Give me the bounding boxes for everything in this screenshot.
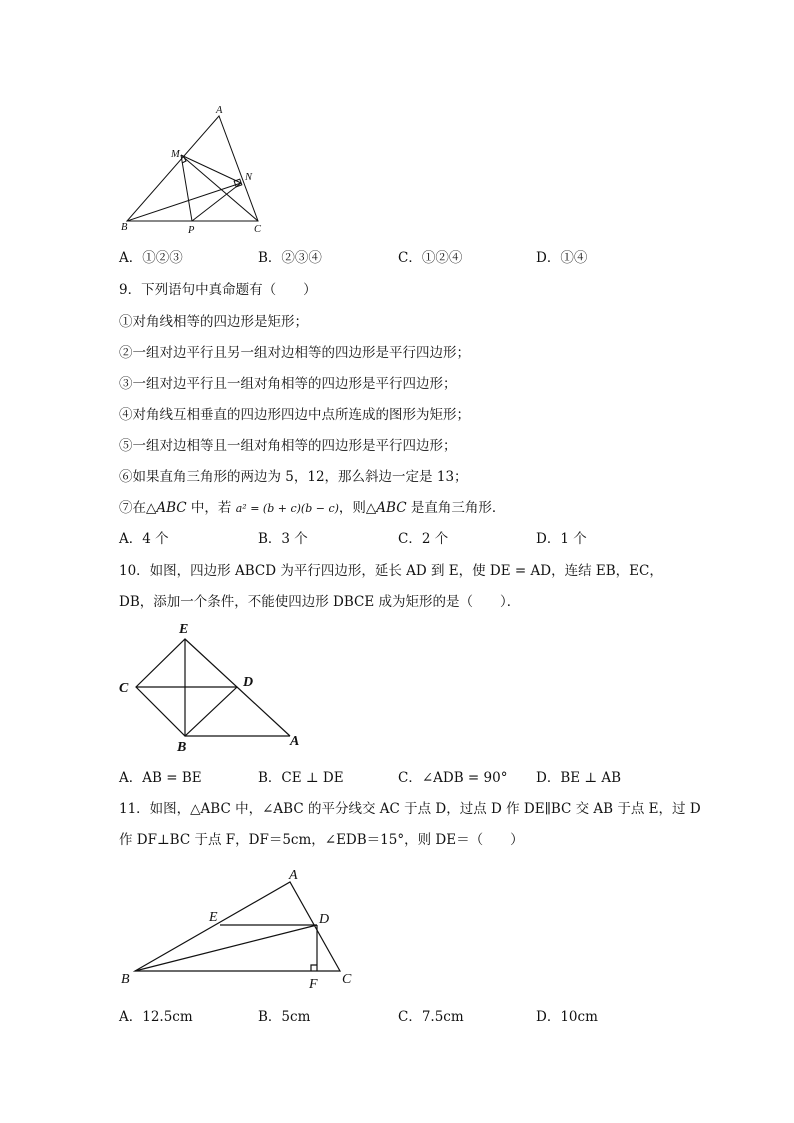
label-A: A <box>289 868 298 883</box>
label-E: E <box>179 622 189 637</box>
figure-q11 <box>112 860 362 995</box>
q9-s7-equation: a² = (b + c)(b − c) <box>235 502 339 515</box>
q8-option-c[interactable]: C．①②④ <box>398 250 463 266</box>
q10-stem-line-1: 10．如图，四边形 ABCD 为平行四边形，延长 AD 到 E，使 DE = AD，连结 EB，EC， <box>119 563 663 579</box>
label-B: B <box>121 222 128 233</box>
q10-option-c[interactable]: C．∠ADB = 90° <box>398 770 508 786</box>
q9-s7-triangle-1: ABC <box>156 500 187 516</box>
q8-option-a[interactable]: A．①②③ <box>119 250 183 266</box>
q9-statement-1: ①对角线相等的四边形是矩形； <box>119 314 308 330</box>
label-E: E <box>209 910 218 925</box>
label-B: B <box>177 740 187 755</box>
figure-q10 <box>112 615 312 755</box>
q9-statement-5: ⑤一组对边相等且一组对角相等的四边形是平行四边形； <box>119 438 457 454</box>
q11-option-b[interactable]: B．5cm <box>258 1009 311 1025</box>
q9-statement-4: ④对角线互相垂直的四边形四边中点所连成的图形为矩形； <box>119 407 470 423</box>
q10-stem-line-2: DB，添加一个条件，不能使四边形 DBCE 成为矩形的是（ ）． <box>119 594 521 610</box>
label-C: C <box>119 681 129 696</box>
q9-option-a[interactable]: A．4 个 <box>119 531 169 547</box>
q11-option-a[interactable]: A．12.5cm <box>119 1009 193 1025</box>
label-N: N <box>245 172 253 183</box>
label-C: C <box>342 972 352 987</box>
q9-s7-part-f: 是直角三角形． <box>406 500 506 516</box>
label-C: C <box>254 224 262 235</box>
q11-stem-line-1: 11．如图，△ABC 中，∠ABC 的平分线交 AC 于点 D，过点 D 作 DE∥BC 交 AB 于点 E，过 D <box>119 801 701 817</box>
label-D: D <box>243 675 254 690</box>
q9-option-b[interactable]: B．3 个 <box>258 531 308 547</box>
label-A: A <box>290 734 300 749</box>
q9-stem: 9．下列语句中真命题有（ ） <box>119 282 317 298</box>
label-A: A <box>216 105 223 116</box>
q11-option-c[interactable]: C．7.5cm <box>398 1009 464 1025</box>
q9-option-d[interactable]: D．1 个 <box>536 531 587 547</box>
q11-stem-line-2: 作 DF⊥BC 于点 F，DF＝5cm，∠EDB＝15°，则 DE＝（ ） <box>119 832 524 848</box>
q8-option-d[interactable]: D．①④ <box>536 250 588 266</box>
label-M: M <box>171 149 180 160</box>
q9-s7-part-c: 中，若 <box>186 500 236 516</box>
figure-q8 <box>110 98 280 238</box>
q9-statement-6: ⑥如果直角三角形的两边为 5，12，那么斜边一定是 13； <box>119 469 468 485</box>
q9-statement-7 <box>119 499 505 518</box>
q9-statement-3: ③一组对边平行且一组对角相等的四边形是平行四边形； <box>119 376 457 392</box>
q11-option-d[interactable]: D．10cm <box>536 1009 598 1025</box>
label-F: F <box>309 977 318 992</box>
label-D: D <box>319 912 330 927</box>
label-B: B <box>121 972 130 987</box>
q8-option-b[interactable]: B．②③④ <box>258 250 322 266</box>
q10-option-a[interactable]: A．AB = BE <box>119 770 202 786</box>
label-P: P <box>188 225 195 236</box>
q10-option-b[interactable]: B．CE ⊥ DE <box>258 770 344 786</box>
q9-statement-2: ②一组对边平行且另一组对边相等的四边形是平行四边形； <box>119 345 470 361</box>
q10-option-d[interactable]: D．BE ⊥ AB <box>536 770 622 786</box>
q9-s7-part-d: ，则△ <box>338 500 377 516</box>
q9-option-c[interactable]: C．2 个 <box>398 531 449 547</box>
q9-s7-triangle-2: ABC <box>376 500 407 516</box>
q9-s7-part-a: ⑦在△ <box>119 500 157 516</box>
